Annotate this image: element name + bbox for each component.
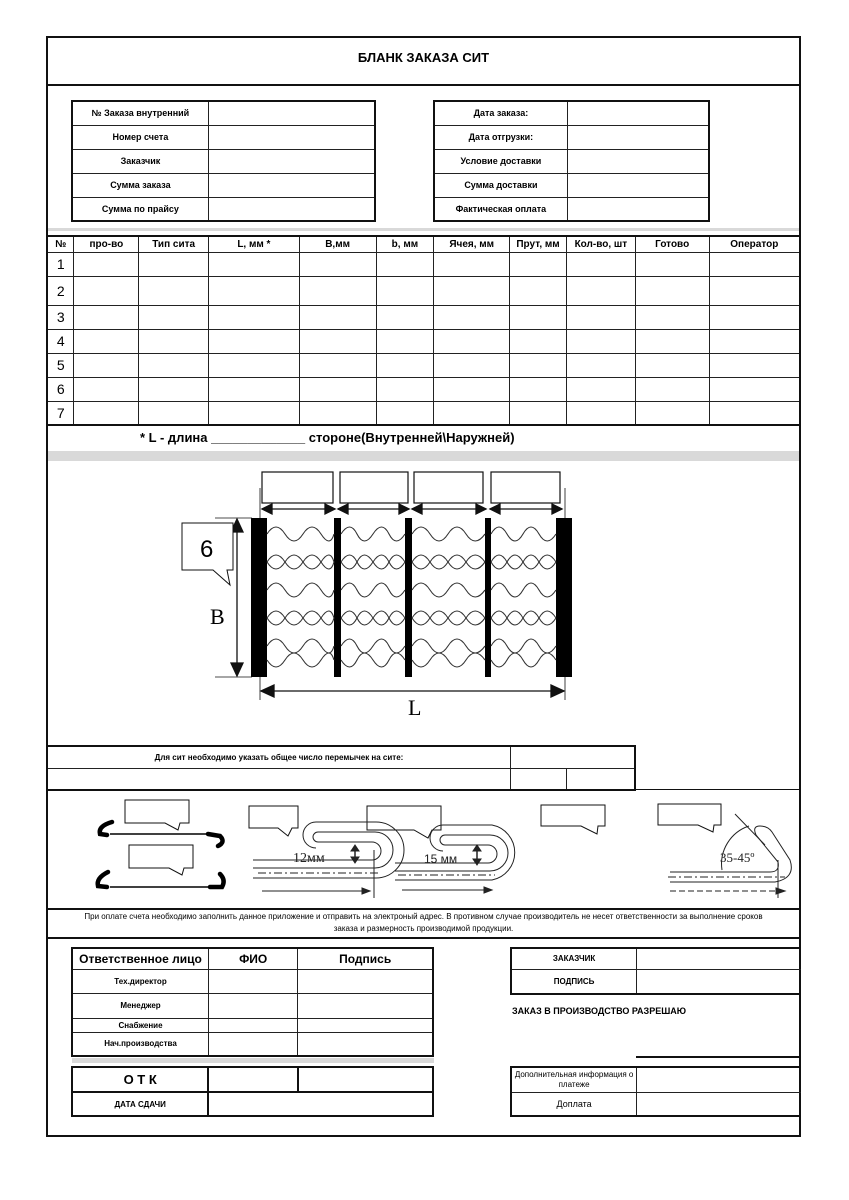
surcharge-label: Доплата <box>511 1092 637 1116</box>
payment-notice-line2: заказа и размерность производимой продукции. <box>333 924 514 933</box>
customer-input[interactable] <box>637 948 801 969</box>
width-label: B <box>210 604 225 629</box>
col-header-b: b, мм <box>376 236 434 252</box>
signature-label: ПОДПИСЬ <box>511 969 637 994</box>
customer-table <box>510 947 801 995</box>
row-number: 5 <box>47 353 74 377</box>
col-header-length: L, мм * <box>209 236 300 252</box>
otk-cell[interactable] <box>298 1067 433 1092</box>
field-label: Заказчик <box>72 149 208 173</box>
responsible-table <box>71 947 434 1057</box>
hook-callout-box[interactable] <box>129 845 193 875</box>
name-cell[interactable] <box>209 993 298 1018</box>
hook-callouts <box>125 800 721 875</box>
length-label: L <box>408 695 422 720</box>
otk-cell[interactable] <box>208 1067 297 1092</box>
hook-15mm-label: 15 мм <box>424 852 458 866</box>
col-header-width: В,мм <box>299 236 376 252</box>
responsible-header-role: Ответственное лицо <box>72 948 209 969</box>
col-header-ready: Готово <box>635 236 709 252</box>
field-label: Условие доставки <box>434 149 567 173</box>
row-number: 2 <box>47 276 74 305</box>
customer-signature-input[interactable] <box>637 969 801 994</box>
section-divider <box>46 908 801 910</box>
field-label: № Заказа внутренний <box>72 101 208 125</box>
col-header-quantity: Кол-во, шт <box>566 236 635 252</box>
mesh-count-value: 6 <box>200 536 214 563</box>
extra-info-input[interactable] <box>637 1067 801 1092</box>
hook-callout-box[interactable] <box>249 806 298 836</box>
field-label: Сумма заказа <box>72 173 208 197</box>
approval-signature-line[interactable] <box>636 1056 801 1058</box>
col-header-mesh: Ячея, мм <box>434 236 510 252</box>
signature-cell[interactable] <box>298 1032 433 1056</box>
field-label: Дата отгрузки: <box>434 125 567 149</box>
form-title: БЛАНК ЗАКАЗА СИТ <box>357 50 490 65</box>
name-cell[interactable] <box>209 969 298 993</box>
role-label: Тех.директор <box>72 969 209 993</box>
extra-info-label: Дополнительная информация о платеже <box>511 1067 637 1092</box>
signature-cell[interactable] <box>298 969 433 993</box>
signature-cell[interactable] <box>298 1018 433 1032</box>
signature-cell[interactable] <box>298 993 433 1018</box>
section-divider <box>46 937 801 939</box>
responsible-header-signature: Подпись <box>298 948 433 969</box>
delivery-date-label: ДАТА СДАЧИ <box>72 1092 208 1116</box>
name-cell[interactable] <box>209 1032 298 1056</box>
name-cell[interactable] <box>209 1018 298 1032</box>
role-label: Нач.производства <box>72 1032 209 1056</box>
payment-notice-line1: При оплате счета необходимо заполнить данное приложение и отправить на электроный адрес. В противном случае производитель не несет ответственности за выполнение сроков <box>84 912 763 921</box>
row-number: 6 <box>47 377 74 401</box>
row-number: 4 <box>47 329 74 353</box>
length-note-prefix: * L - длина <box>140 430 208 445</box>
otk-table <box>71 1066 434 1117</box>
otk-label: О Т К <box>72 1067 208 1092</box>
col-header-rod: Прут, мм <box>510 236 567 252</box>
col-header-number: № <box>47 236 74 252</box>
field-label: Дата заказа: <box>434 101 567 125</box>
length-note-suffix: стороне(Внутренней\Наружней) <box>308 430 515 445</box>
delivery-date-input[interactable] <box>208 1092 433 1116</box>
approve-text: ЗАКАЗ В ПРОИЗВОДСТВО РАЗРЕШАЮ <box>512 1006 687 1016</box>
col-header-sieve-type: Тип сита <box>139 236 209 252</box>
responsible-header-name: ФИО <box>209 948 298 969</box>
hook-callout-box[interactable] <box>125 800 189 830</box>
col-header-production: про-во <box>74 236 139 252</box>
row-number: 7 <box>47 401 74 425</box>
field-label: Сумма по прайсу <box>72 197 208 221</box>
hook-angle-label: 35-45º <box>720 850 755 865</box>
hook-callout-box[interactable] <box>541 805 605 834</box>
jumpers-label: Для сит необходимо указать общее число перемычек на сите: <box>47 746 510 768</box>
role-label: Снабжение <box>72 1018 209 1032</box>
row-number: 3 <box>47 305 74 329</box>
field-label: Номер счета <box>72 125 208 149</box>
hook-12mm-icon <box>253 822 404 898</box>
surcharge-input[interactable] <box>637 1092 801 1116</box>
col-header-operator: Оператор <box>709 236 800 252</box>
field-label: Фактическая оплата <box>434 197 567 221</box>
payment-notice <box>48 911 799 935</box>
separator-band <box>72 1058 434 1063</box>
payment-info-table <box>510 1066 801 1117</box>
length-side-blank[interactable]: _____________ <box>211 430 306 445</box>
hook-12mm-label: 12мм <box>293 851 325 866</box>
row-number: 1 <box>47 252 74 276</box>
hook-callout-box[interactable] <box>658 804 721 832</box>
role-label: Менеджер <box>72 993 209 1018</box>
field-label: Сумма доставки <box>434 173 567 197</box>
customer-label: ЗАКАЗЧИК <box>511 948 637 969</box>
